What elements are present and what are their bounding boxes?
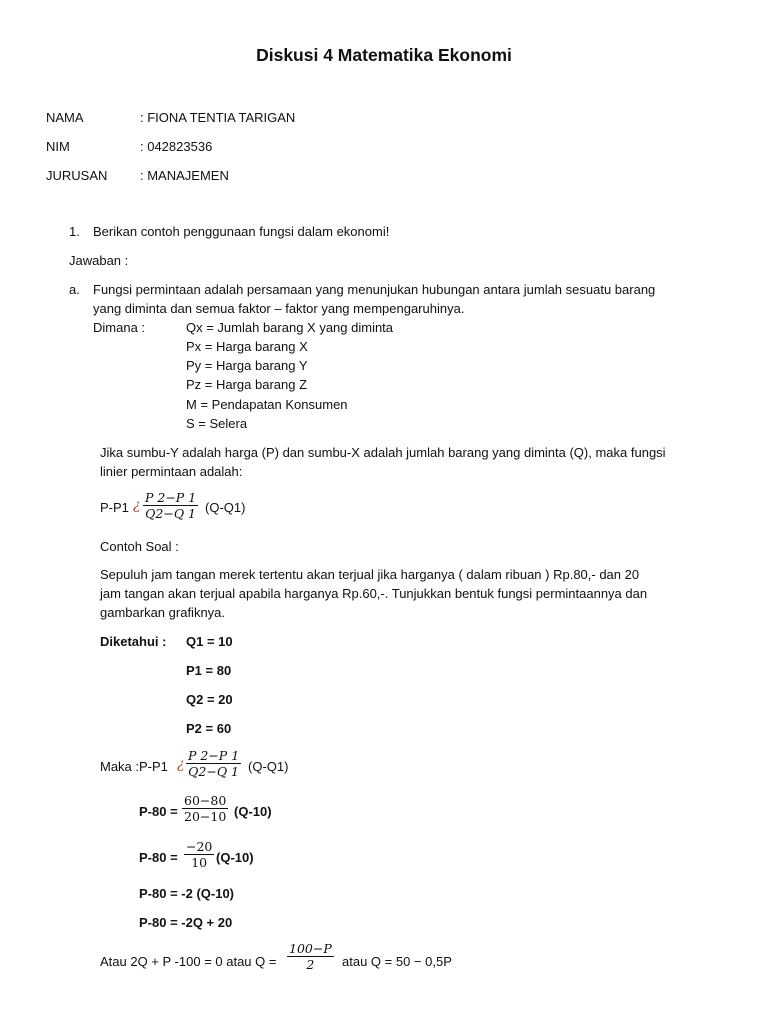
known-value: Q2 = 20 [186,692,233,707]
final-fraction [287,941,334,972]
step1-rhs: (Q-10) [234,804,272,819]
step2-numerator: −20 [186,839,213,854]
identity-label-jurusan: JURUSAN [46,168,108,183]
formula2-fraction [186,748,241,779]
formula1-lhs: P-P1 [100,500,129,515]
example-line1: Sepuluh jam tangan merek tertentu akan terjual jika harganya ( dalam ribuan ) Rp.80,- dan 20 [100,567,640,582]
identity-value-jurusan: : MANAJEMEN [140,168,229,183]
step1-lhs: P-80 = [139,804,178,819]
identity-label-name: NAMA [46,110,84,125]
definition-item: Qx = Jumlah barang X yang diminta [186,320,394,335]
definition-item: S = Selera [186,416,248,431]
document-title: Diskusi 4 Matematika Ekonomi [256,45,512,65]
explain-line2: linier permintaan adalah: [100,464,243,479]
definition-item: Px = Harga barang X [186,339,308,354]
step2-fraction [184,839,214,870]
step2-lhs: P-80 = [139,850,178,865]
known-label: Diketahui : [100,634,167,649]
formula1-numerator: P 2−P 1 [145,490,197,505]
example-label: Contoh Soal : [100,539,179,554]
example-line3: gambarkan grafiknya. [100,605,226,620]
formula1-fraction [143,490,198,521]
step2-rhs: (Q-10) [216,850,254,865]
identity-value-name: : FIONA TENTIA TARIGAN [140,110,296,125]
known-value: P2 = 60 [186,721,232,736]
calculation-step-3: P-80 = -2 (Q-10) [139,886,235,901]
definition-item: M = Pendapatan Konsumen [186,397,348,412]
step1-numerator: 60−80 [184,793,227,808]
step1-fraction [182,793,228,824]
formula1-rhs: (Q-Q1) [205,500,246,515]
dimana-label: Dimana : [93,320,146,335]
final-denominator: 2 [287,956,334,972]
question-text: Berikan contoh penggunaan fungsi dalam ekonomi! [93,224,390,239]
final-numerator: 100−P [289,941,332,956]
explain-line1: Jika sumbu-Y adalah harga (P) dan sumbu-X adalah jumlah barang yang diminta (Q), maka fungsi [100,445,666,460]
final-rhs: atau Q = 50 − 0,5P [342,954,452,969]
item-a-line1: Fungsi permintaan adalah persamaan yang menunjukan hubungan antara jumlah sesuatu barang [93,282,656,297]
step1-denominator: 20−10 [184,809,227,824]
definition-item: Py = Harga barang Y [186,358,308,373]
formula2-lhs: Maka :P-P1 [100,759,168,774]
item-a-marker: a. [69,282,80,297]
formula2-numerator: P 2−P 1 [188,748,240,763]
formula2-rhs: (Q-Q1) [248,759,289,774]
definition-item: Pz = Harga barang Z [186,377,308,392]
known-value: P1 = 80 [186,663,232,678]
calculation-step-4: P-80 = -2Q + 20 [139,915,233,930]
item-a-line2: yang diminta dan semua faktor – faktor yang mempengaruhinya. [93,301,465,316]
final-lhs: Atau 2Q + P -100 = 0 atau Q = [100,954,277,969]
example-line2: jam tangan akan terjual apabila harganya Rp.60,-. Tunjukkan bentuk fungsi permintaannya dan [100,586,648,601]
formula1-denominator: Q2−Q 1 [143,505,198,521]
answer-label: Jawaban : [69,253,129,268]
step2-denominator: 10 [184,854,214,870]
question-number: 1. [69,224,80,239]
identity-label-nim: NIM [46,139,70,154]
formula1-symbol: ¿ [133,497,141,513]
identity-value-nim: : 042823536 [140,139,213,154]
formula2-symbol: ¿ [177,756,185,772]
formula2-denominator: Q2−Q 1 [186,763,241,779]
known-value: Q1 = 10 [186,634,233,649]
